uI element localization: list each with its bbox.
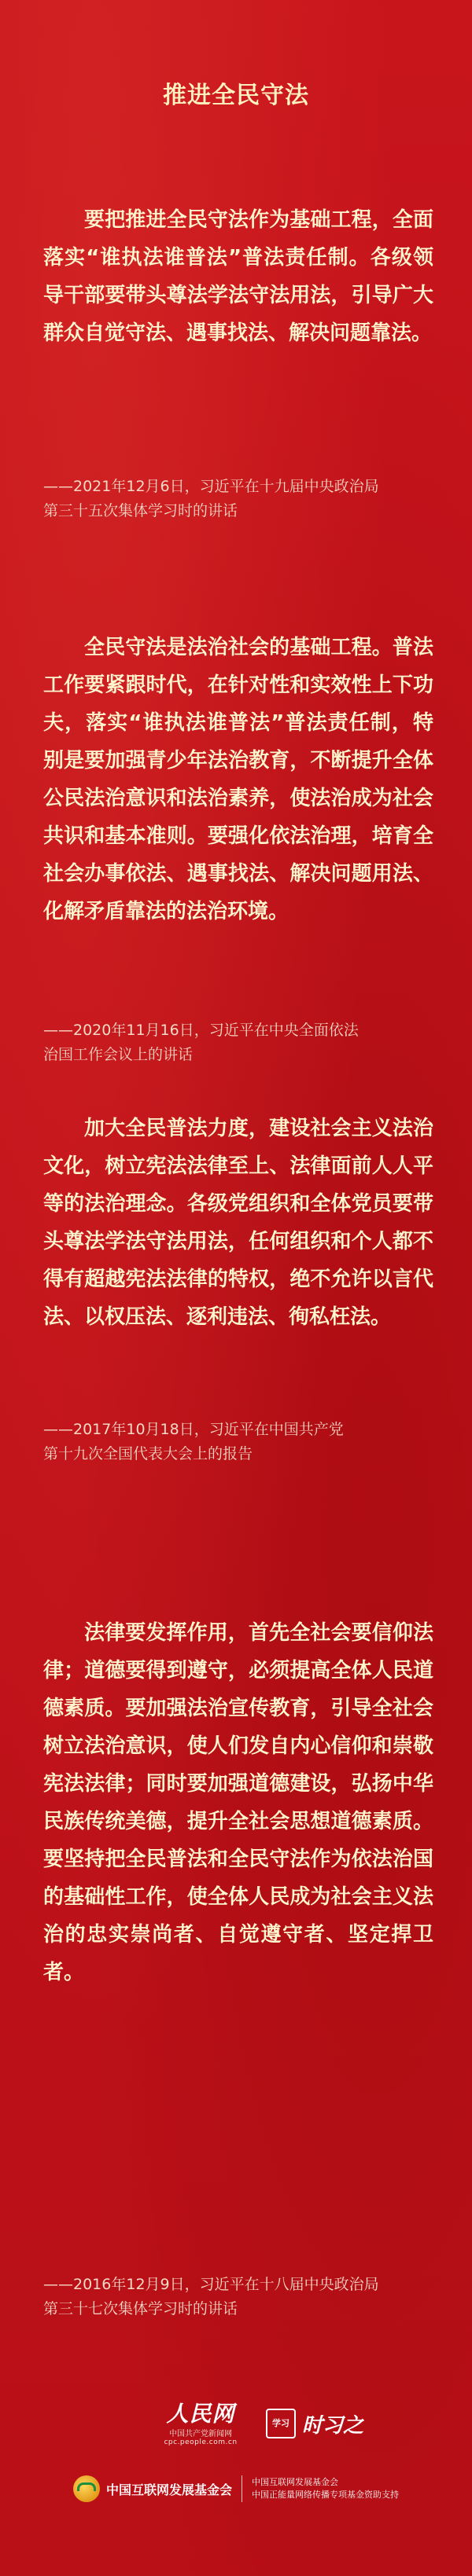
quote-4-source-line1: ——2016年12月9日，习近平在十八届中央政治局: [43, 2276, 379, 2293]
quote-3-source-line1: ——2017年10月18日，习近平在中国共产党: [43, 1421, 344, 1438]
quote-3-source-line2: 第十九次全国代表大会上的报告: [43, 1445, 253, 1462]
footer: [0, 2397, 472, 2576]
quote-1-source: [43, 475, 433, 523]
fund-credit-row: [0, 2475, 472, 2502]
quote-3: 加大全民普法力度，建设社会主义法治文化，树立宪法法律至上、法律面前人人平等的法治理念。各级党组织和全体党员要带头尊法学法守法用法，任何组织和个人都不得有超越宪法法律的特权，绝不允许以言代法、以权压法、逐利违法、徇私枉法。: [43, 1117, 433, 1329]
quote-2-source: [43, 1018, 433, 1067]
people-logo-text: 人民网: [166, 2401, 235, 2427]
quote-1-source-line2: 第三十五次集体学习时的讲话: [43, 502, 238, 519]
fund-support-text: [252, 2476, 399, 2501]
quote-4: 法律要发挥作用，首先全社会要信仰法律；道德要得到遵守，必须提高全体人民道德素质。要加强法治宣传教育，引导全社会树立法治意识，使人们发自内心信仰和崇敬宪法法律；同时要加强道德建设，弘扬中华民族传统美德，提升全社会思想道德素质。要坚持把全民普法和全民守法作为依法治国的基础性工作，使全体人民成为社会主义法治的忠实崇尚者、自觉遵守者、坚定捍卫者。: [43, 1621, 433, 1984]
fund-support-line1: 中国互联网发展基金会: [252, 2477, 338, 2487]
people-logo-sub1: 中国共产党新闻网: [169, 2430, 232, 2438]
quote-2-source-line1: ——2020年11月16日，习近平在中央全面依法: [43, 1022, 359, 1039]
fund-name: 中国互联网发展基金会: [105, 2482, 232, 2497]
people-daily-logo: [149, 2397, 252, 2446]
quote-1: 要把推进全民守法作为基础工程，全面落实“谁执法谁普法”普法责任制。各级领导干部要带头尊法学法守法用法，引导广大群众自觉守法、遇事找法、解决问题靠法。: [43, 208, 433, 345]
quote-2: 全民守法是法治社会的基础工程。普法工作要紧跟时代，在针对性和实效性上下功夫，落实“谁执法谁普法”普法责任制，特别是要加强青少年法治教育，不断提升全体公民法治意识和法治素养，使法治成为社会共识和基本准则。要强化依法治理，培育全社会办事依法、遇事找法、解决问题用法、化解矛盾靠法的法治环境。: [43, 636, 433, 923]
shixizhi-logo-text: 时习之: [302, 2413, 364, 2438]
quote-3-source: [43, 1418, 433, 1466]
quote-4-source-line2: 第三十七次集体学习时的讲话: [43, 2300, 238, 2317]
quote-4-source: [43, 2273, 433, 2321]
quote-2-source-line2: 治国工作会议上的讲话: [43, 1046, 194, 1063]
shixizhi-logo: [266, 2408, 363, 2439]
quote-1-source-line1: ——2021年12月6日，习近平在十九届中央政治局: [43, 478, 379, 495]
fund-support-line2: 中国正能量网络传播专项基金资助支持: [252, 2490, 399, 2500]
people-logo-sub2: cpc.people.com.cn: [164, 2438, 238, 2446]
page-title: 推进全民守法: [163, 82, 309, 109]
fund-logo-icon: [73, 2475, 100, 2502]
xuexi-seal-icon: 学习: [266, 2409, 296, 2438]
